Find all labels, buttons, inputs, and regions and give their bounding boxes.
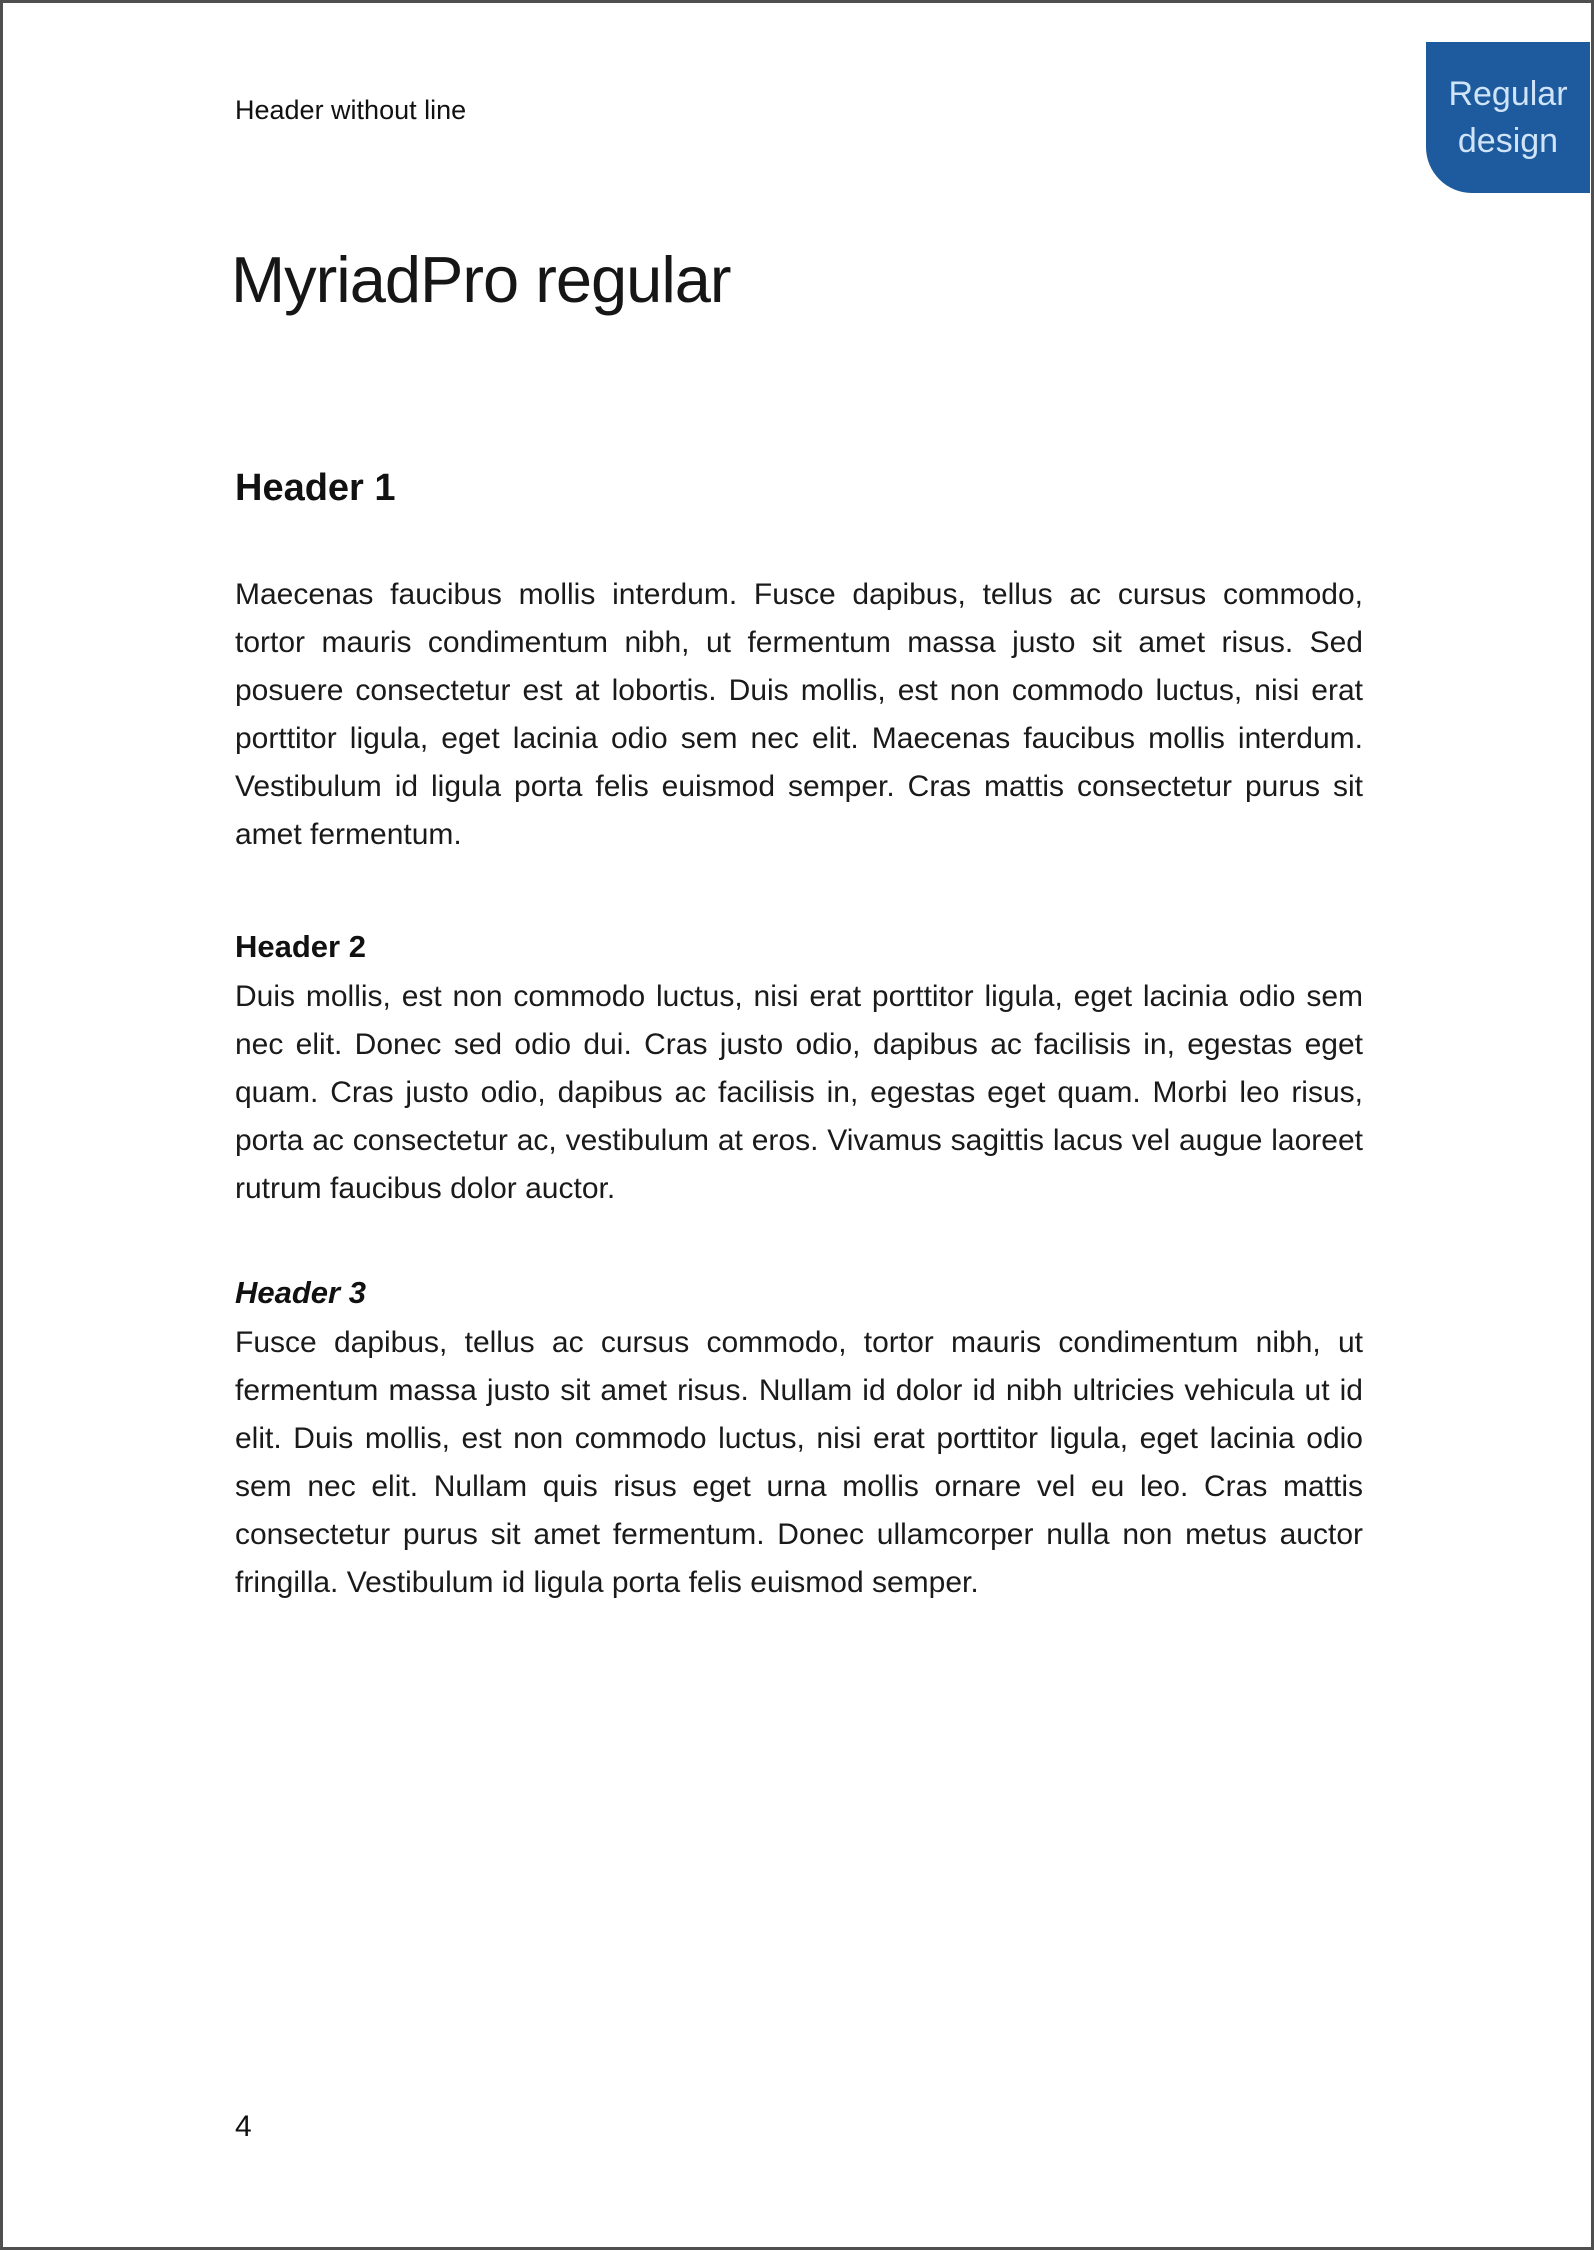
section-heading-3: Header 3 bbox=[235, 1275, 366, 1310]
section-body-2: Duis mollis, est non commodo luctus, nisi erat porttitor ligula, eget lacinia odio sem nec elit. Donec sed odio dui. Cras justo odio, dapibus ac facilisis in, egestas eget quam. Cras justo odio, dapibus ac facilisis in, egestas eget quam. Morbi leo risus, porta ac consectetur ac, vestibulum at eros. Vivamus sagittis lacus vel augue laoreet rutrum faucibus dolor auctor. bbox=[235, 980, 1363, 1205]
page-number: 4 bbox=[235, 2110, 252, 2143]
section-body-1: Maecenas faucibus mollis interdum. Fusce dapibus, tellus ac cursus commodo, tortor mauris condimentum nibh, ut fermentum massa justo sit amet risus. Sed posuere consectetur est at lobortis. Duis mollis, est non commodo luctus, nisi erat porttitor ligula, eget lacinia odio sem nec elit. Maecenas faucibus mollis interdum. Vestibulum id ligula porta felis euismod semper. Cras mattis consectetur purus sit amet fermentum. bbox=[235, 578, 1363, 851]
content-area bbox=[235, 465, 1363, 1607]
page-title: MyriadPro regular bbox=[231, 243, 731, 316]
running-header: Header without line bbox=[235, 95, 467, 125]
section-body-3: Fusce dapibus, tellus ac cursus commodo, tortor mauris condimentum nibh, ut fermentum massa justo sit amet risus. Nullam id dolor id nibh ultricies vehicula ut id elit. Duis mollis, est non commodo luctus, nisi erat porttitor ligula, eget lacinia odio sem nec elit. Nullam quis risus eget urna mollis ornare vel eu leo. Cras mattis consectetur purus sit amet fermentum. Donec ullamcorper nulla non metus auctor fringilla. Vestibulum id ligula porta felis euismod semper. bbox=[235, 1326, 1363, 1599]
badge-line-2: design bbox=[1457, 121, 1559, 160]
section-heading-2: Header 2 bbox=[235, 929, 366, 964]
badge-line-1: Regular bbox=[1448, 74, 1568, 113]
section-heading-1: Header 1 bbox=[235, 467, 396, 509]
regular-design-badge bbox=[1426, 42, 1590, 193]
